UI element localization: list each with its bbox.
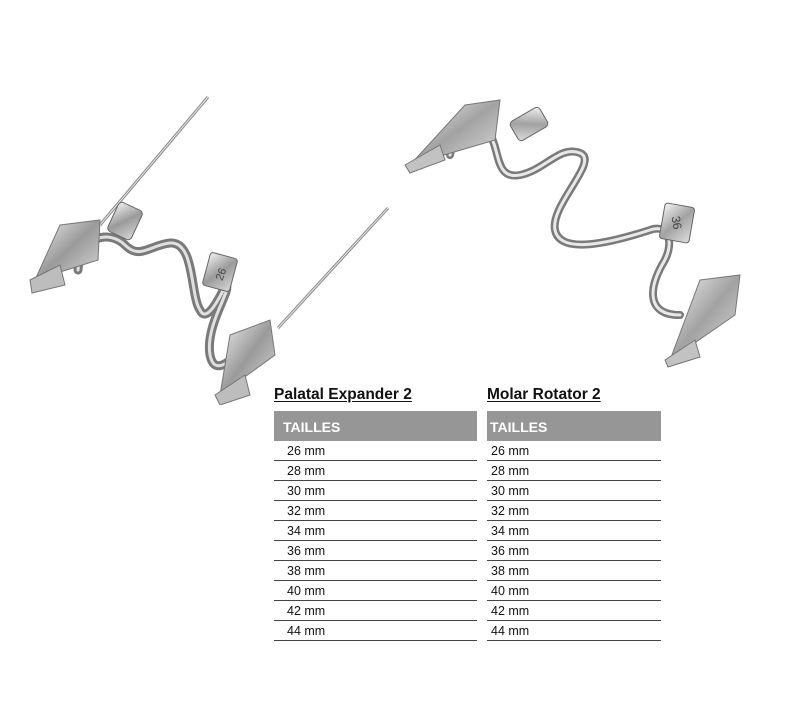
size-row: 44 mm — [274, 621, 477, 641]
size-row: 28 mm — [487, 461, 661, 481]
size-row: 40 mm — [487, 581, 661, 601]
tube-size-label: 26 — [213, 266, 230, 283]
size-row: 26 mm — [274, 441, 477, 461]
size-row: 30 mm — [274, 481, 477, 501]
tube-size-label: 36 — [668, 214, 685, 231]
size-row: 32 mm — [487, 501, 661, 521]
size-row: 38 mm — [274, 561, 477, 581]
product-title: Palatal Expander 2 — [274, 386, 412, 403]
size-row: 36 mm — [487, 541, 661, 561]
size-row: 30 mm — [487, 481, 661, 501]
sizes-header: TAILLES — [487, 411, 661, 441]
size-row: 34 mm — [487, 521, 661, 541]
molar-rotator-section — [487, 384, 661, 641]
size-row: 26 mm — [487, 441, 661, 461]
sizes-header: TAILLES — [274, 411, 477, 441]
molar-rotator-photo — [400, 95, 760, 370]
size-row: 36 mm — [274, 541, 477, 561]
size-row: 38 mm — [487, 561, 661, 581]
size-row: 28 mm — [274, 461, 477, 481]
size-row: 34 mm — [274, 521, 477, 541]
size-row: 40 mm — [274, 581, 477, 601]
size-list — [487, 441, 661, 641]
palatal-expander-wire-photo-icon — [20, 95, 400, 405]
size-row: 32 mm — [274, 501, 477, 521]
palatal-expander-section — [274, 384, 477, 641]
palatal-expander-photo — [20, 95, 400, 405]
size-list — [274, 441, 477, 641]
size-row: 42 mm — [487, 601, 661, 621]
molar-rotator-wire-photo-icon — [400, 95, 760, 370]
size-row: 44 mm — [487, 621, 661, 641]
size-row: 42 mm — [274, 601, 477, 621]
product-title: Molar Rotator 2 — [487, 386, 601, 403]
